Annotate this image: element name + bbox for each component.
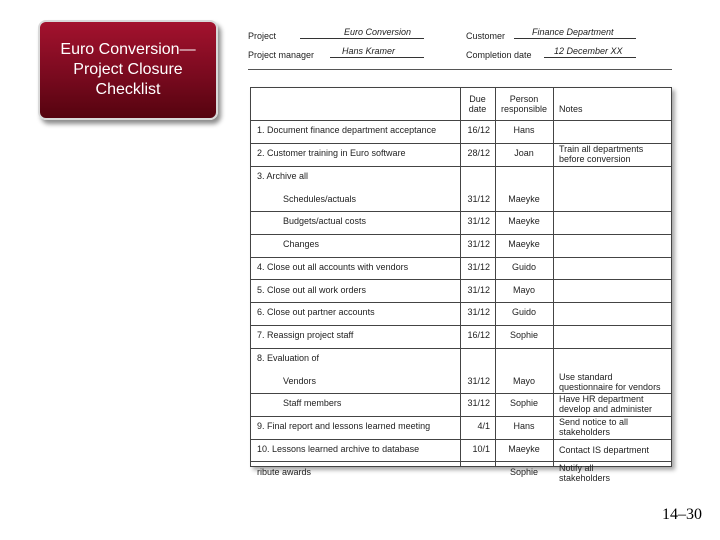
person-cell: Maeyke: [508, 443, 540, 454]
notes-cell: Train all departments before conversion: [559, 144, 644, 165]
row-divider: [251, 166, 671, 167]
task-cell: Vendors: [283, 375, 317, 386]
person-cell: Mayo: [512, 375, 535, 386]
task-cell: 2. Customer training in Euro software: [257, 148, 406, 159]
customer-underline: [514, 38, 636, 39]
header-separator: [248, 69, 672, 70]
due-date-cell: 28/12: [467, 148, 490, 159]
due-date-cell: 31/12: [467, 398, 490, 409]
due-date-cell: 31/12: [467, 307, 490, 318]
manager-value: Hans Kramer: [342, 46, 396, 56]
person-cell: Sophie: [509, 466, 539, 477]
due-date-cell: 31/12: [467, 261, 490, 272]
col-divider-person: [495, 88, 496, 466]
person-cell: Guido: [511, 307, 537, 318]
due-date-cell: 31/12: [467, 239, 490, 250]
row-divider: [251, 120, 671, 121]
col-divider-notes: [553, 88, 554, 466]
due-date-cell: 31/12: [467, 193, 490, 204]
person-cell: Sophie: [509, 330, 539, 341]
completion-underline: [544, 57, 636, 58]
page-number: 14–30: [662, 506, 702, 523]
person-cell: Guido: [511, 261, 537, 272]
row-divider: [251, 302, 671, 303]
person-cell: Joan: [514, 148, 534, 159]
task-cell: ribute awards: [257, 466, 312, 477]
task-cell: 5. Close out all work orders: [257, 284, 367, 295]
person-cell: Maeyke: [508, 216, 540, 227]
due-date-cell: 31/12: [467, 216, 490, 227]
task-cell: 1. Document finance department acceptance: [257, 125, 437, 136]
row-divider: [251, 439, 671, 440]
person-cell: Mayo: [512, 284, 535, 295]
notes-cell: Notify all stakeholders: [559, 462, 611, 483]
due-date-cell: 4/1: [477, 421, 490, 432]
slide-title-box: [38, 20, 218, 120]
task-cell: Changes: [283, 239, 320, 250]
person-cell: Maeyke: [508, 193, 540, 204]
customer-value: Finance Department: [532, 27, 614, 37]
person-cell: Sophie: [509, 398, 539, 409]
task-cell: 8. Evaluation of: [257, 352, 320, 363]
manager-underline: [330, 57, 424, 58]
due-date-cell: 16/12: [467, 125, 490, 136]
row-divider: [251, 348, 671, 349]
notes-cell: Have HR department develop and administer: [559, 394, 653, 415]
task-cell: Budgets/actual costs: [283, 216, 367, 227]
notes-cell: Contact IS department: [559, 444, 650, 455]
task-cell: 6. Close out partner accounts: [257, 307, 375, 318]
task-cell: Schedules/actuals: [283, 193, 357, 204]
person-cell: Hans: [513, 421, 535, 432]
due-date-cell: 10/1: [472, 443, 490, 454]
due-date-cell: 31/12: [467, 375, 490, 386]
project-value: Euro Conversion: [344, 27, 412, 37]
person-cell: Maeyke: [508, 239, 540, 250]
task-cell: 3. Archive all: [257, 170, 309, 181]
customer-label: Customer: [466, 31, 506, 41]
row-divider: [251, 234, 671, 235]
header-due-date: Due date: [468, 94, 487, 114]
due-date-cell: 16/12: [467, 330, 490, 341]
task-cell: 7. Reassign project staff: [257, 330, 354, 341]
header-person-responsible: Person responsible: [500, 94, 548, 114]
task-cell: Staff members: [283, 398, 342, 409]
manager-label: Project manager: [248, 50, 315, 60]
slide-title: Euro Conversion— Project Closure Checklist: [60, 41, 196, 98]
notes-cell: Send notice to all stakeholders: [559, 417, 629, 438]
checklist-table: [250, 87, 672, 483]
row-divider: [251, 279, 671, 280]
header-notes: Notes: [559, 104, 583, 114]
completion-value: 12 December XX: [554, 46, 623, 56]
person-cell: Hans: [513, 125, 535, 136]
due-date-cell: 31/12: [467, 284, 490, 295]
completion-label: Completion date: [466, 50, 532, 60]
notes-cell: Use standard questionnaire for vendors: [559, 371, 661, 392]
project-label: Project: [248, 31, 277, 41]
row-divider: [251, 257, 671, 258]
row-divider: [251, 211, 671, 212]
task-cell: 4. Close out all accounts with vendors: [257, 261, 409, 272]
project-underline: [300, 38, 424, 39]
task-cell: 10. Lessons learned archive to database: [257, 443, 420, 454]
col-divider-due: [460, 88, 461, 466]
task-cell: 9. Final report and lessons learned meeting: [257, 421, 431, 432]
row-divider: [251, 325, 671, 326]
